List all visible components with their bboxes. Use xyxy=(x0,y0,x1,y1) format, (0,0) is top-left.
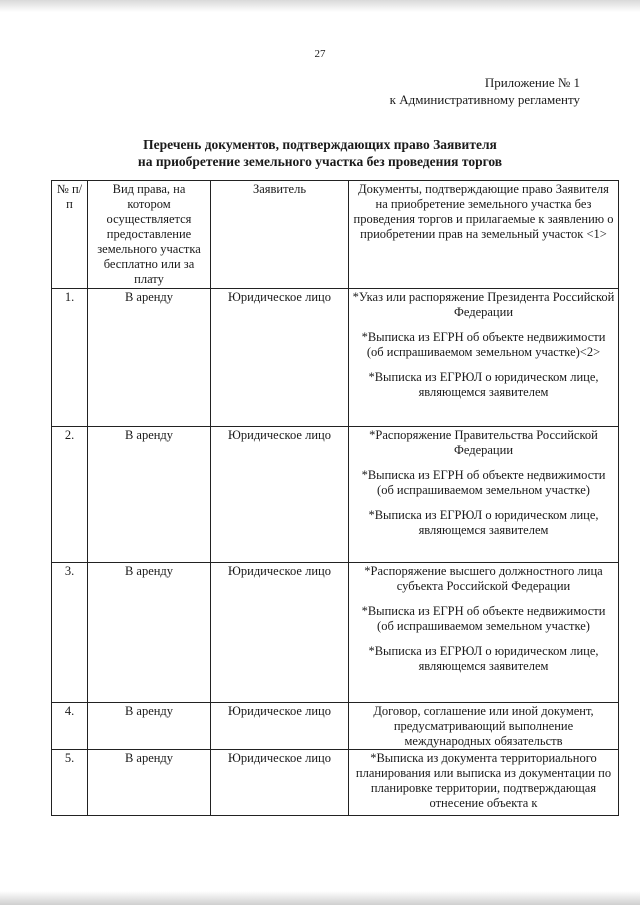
row-number: 5. xyxy=(52,750,88,816)
document-item: *Выписка из ЕГРН об объекте недвижимости (об испрашиваемом земельном участке) xyxy=(361,468,606,497)
annex-line-2: к Административному регламенту xyxy=(389,92,580,107)
document-item: *Выписка из ЕГРЮЛ о юридическом лице, являющемся заявителем xyxy=(368,370,599,399)
header-number: № п/п xyxy=(52,181,88,289)
row-documents-list xyxy=(352,564,615,700)
row-documents xyxy=(349,750,619,816)
row-right-type: В аренду xyxy=(88,750,211,816)
row-documents xyxy=(349,427,619,563)
row-applicant: Юридическое лицо xyxy=(211,427,349,563)
document-item: *Выписка из ЕГРЮЛ о юридическом лице, являющемся заявителем xyxy=(368,644,599,673)
row-applicant: Юридическое лицо xyxy=(211,703,349,750)
row-right-type: В аренду xyxy=(88,427,211,563)
row-applicant: Юридическое лицо xyxy=(211,289,349,427)
row-documents-list xyxy=(352,428,615,560)
annex-line-1: Приложение № 1 xyxy=(484,75,580,90)
row-right-type: В аренду xyxy=(88,563,211,703)
page-number: 27 xyxy=(314,48,326,60)
document-item: *Распоряжение высшего должностного лица субъекта Российской Федерации xyxy=(364,564,603,593)
row-number: 3. xyxy=(52,563,88,703)
scan-bottom-edge xyxy=(0,891,640,905)
document-item: *Выписка из документа территориального планирования или выписка из документации по планировке территории, подтверждающая отнесение объекта к xyxy=(355,751,612,810)
document-title xyxy=(0,136,640,170)
row-documents-list xyxy=(352,704,615,748)
row-number: 1. xyxy=(52,289,88,427)
document-title-line-2: на приобретение земельного участка без проведения торгов xyxy=(137,154,503,169)
row-number: 2. xyxy=(52,427,88,563)
annex-label xyxy=(390,74,580,108)
document-item: *Выписка из ЕГРЮЛ о юридическом лице, являющемся заявителем xyxy=(368,508,599,537)
document-item: Договор, соглашение или иной документ, предусматривающий выполнение международных обязательств xyxy=(373,704,594,748)
document-title-line-1: Перечень документов, подтверждающих право Заявителя xyxy=(143,137,497,152)
document-item: *Выписка из ЕГРН об объекте недвижимости (об испрашиваемом земельном участке)<2> xyxy=(361,330,606,359)
row-number: 4. xyxy=(52,703,88,750)
document-item: *Указ или распоряжение Президента Российской Федерации xyxy=(352,290,615,319)
row-documents-list xyxy=(352,751,615,813)
document-item: *Выписка из ЕГРН об объекте недвижимости (об испрашиваемом земельном участке) xyxy=(361,604,606,633)
documents-table xyxy=(51,180,619,816)
row-documents xyxy=(349,289,619,427)
table-row xyxy=(52,289,619,427)
table-row xyxy=(52,427,619,563)
row-applicant: Юридическое лицо xyxy=(211,750,349,816)
header-right-type: Вид права, на котором осуществляется предоставление земельного участка бесплатно или за плату xyxy=(88,181,211,289)
row-applicant: Юридическое лицо xyxy=(211,563,349,703)
row-documents xyxy=(349,563,619,703)
row-right-type: В аренду xyxy=(88,703,211,750)
header-applicant: Заявитель xyxy=(211,181,349,289)
row-documents xyxy=(349,703,619,750)
header-documents: Документы, подтверждающие право Заявителя на приобретение земельного участка без проведения торгов и прилагаемые к заявлению о приобретении прав на земельный участок <1> xyxy=(349,181,619,289)
table-row xyxy=(52,563,619,703)
table-header-row xyxy=(52,181,619,289)
table-row xyxy=(52,703,619,750)
scan-top-edge xyxy=(0,0,640,12)
row-right-type: В аренду xyxy=(88,289,211,427)
row-documents-list xyxy=(352,290,615,424)
table-row xyxy=(52,750,619,816)
document-item: *Распоряжение Правительства Российской Федерации xyxy=(369,428,598,457)
